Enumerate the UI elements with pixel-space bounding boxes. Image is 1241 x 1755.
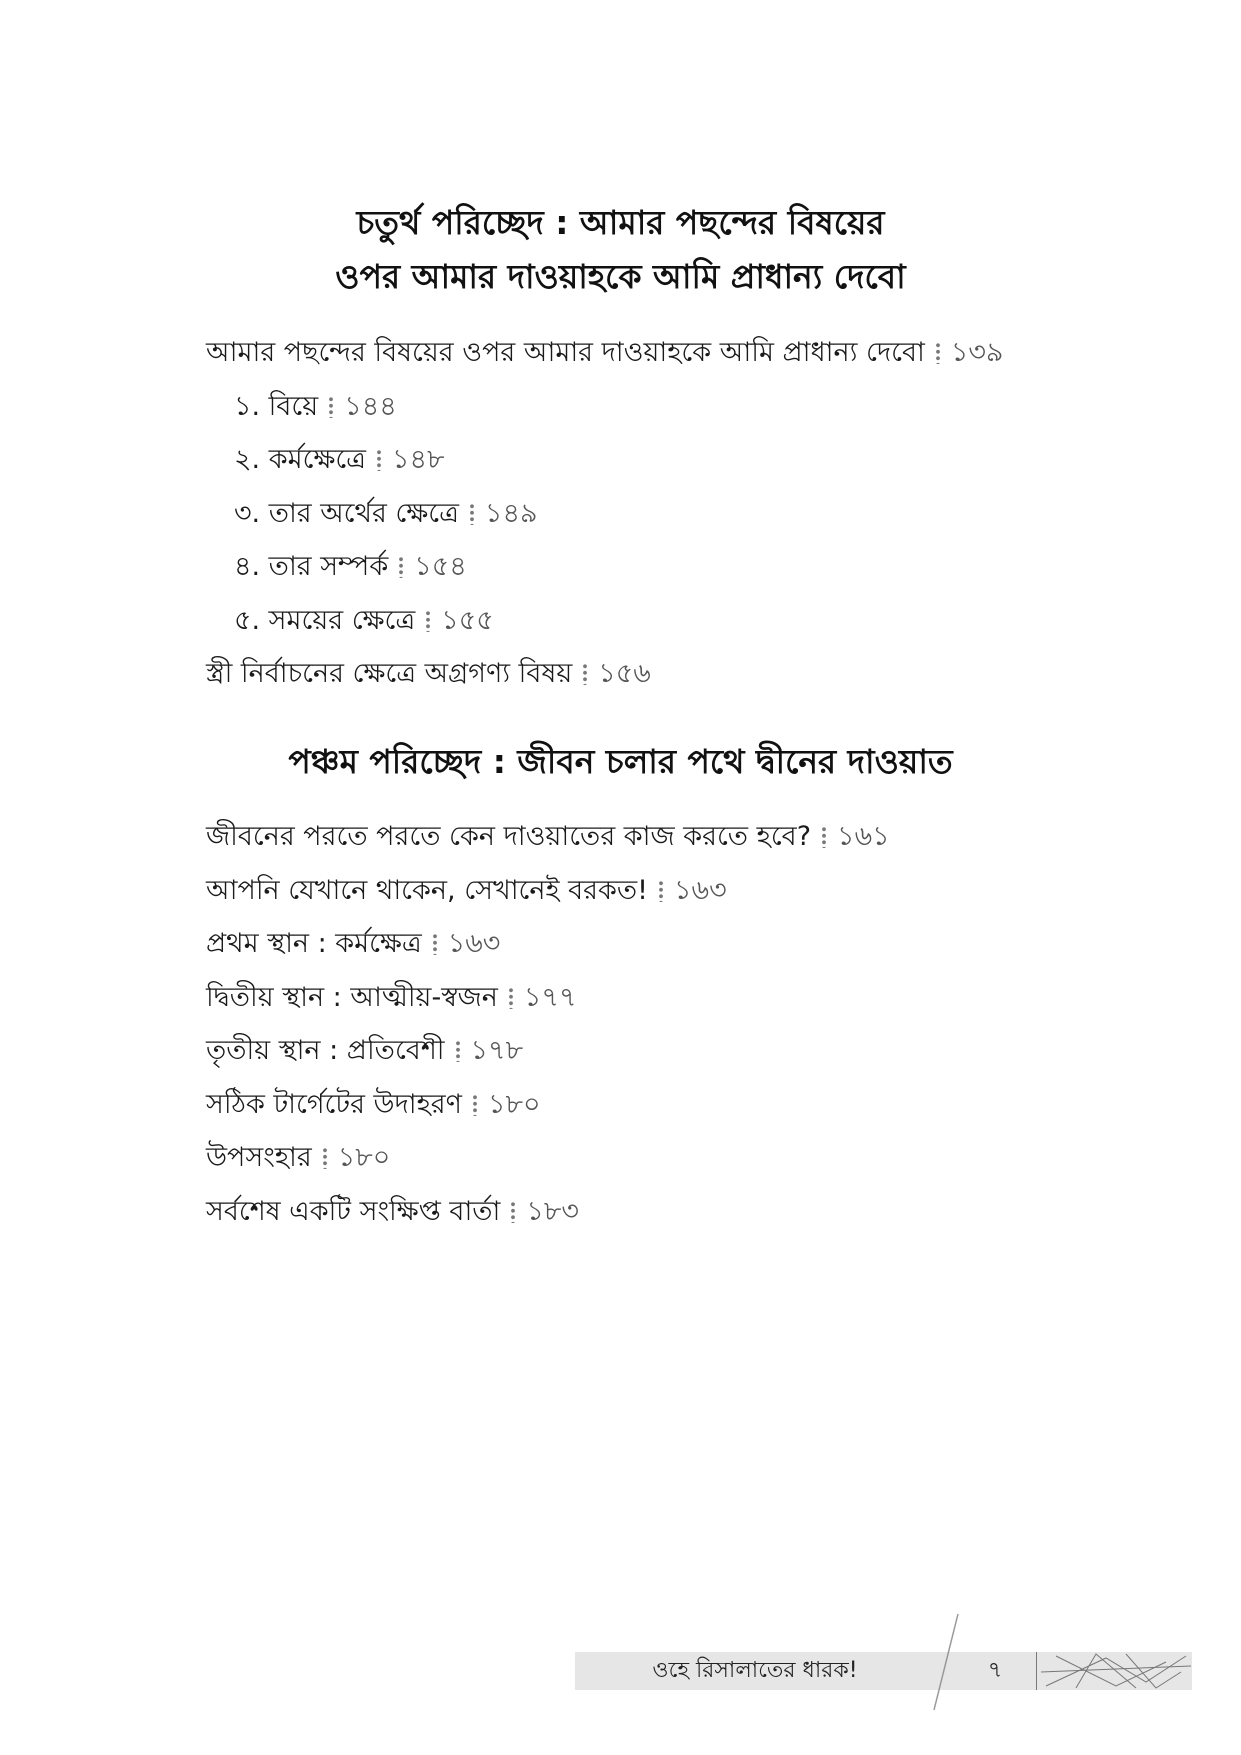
toc-entry-page: ১৪৪ [344, 390, 397, 422]
toc-entry-page: ১৫৬ [598, 658, 651, 689]
dotted-separator-icon [425, 610, 431, 632]
toc-entry [206, 917, 890, 971]
footer-book-title: ওহে রিসালাতের ধারক! [652, 1658, 858, 1683]
toc-entry [206, 971, 890, 1025]
chapter-5-title: পঞ্চম পরিচ্ছেদ : জীবন চলার পথে দ্বীনের দাওয়াত [288, 742, 953, 781]
toc-entry-text: উপসংহার [206, 1142, 312, 1173]
toc-entry-page: ১৬৩ [674, 874, 727, 906]
toc-entry-page: ১৬৩ [447, 928, 501, 959]
toc-entry-text: জীবনের পরতে পরতে কেন দাওয়াতের কাজ করতে হবে? [206, 821, 812, 852]
toc-entry-page: ১৪৯ [484, 497, 538, 529]
dotted-separator-icon [658, 880, 664, 902]
toc-entry-text: সঠিক টার্গেটের উদাহরণ [206, 1088, 462, 1120]
toc-entry-text: ৩. তার অর্থের ক্ষেত্রে [234, 497, 459, 529]
chapter-4-toc-list [206, 326, 1003, 701]
dotted-separator-icon [821, 826, 827, 848]
toc-entry-text: স্ত্রী নির্বাচনের ক্ষেত্রে অগ্রগণ্য বিষয় [206, 658, 573, 689]
chapter-4-title-line-2: ওপর আমার দাওয়াহকে আমি প্রাধান্য দেবো [335, 257, 906, 296]
footer-decorative-pattern [1036, 1652, 1192, 1690]
chapter-5-toc-list [206, 810, 890, 1238]
toc-entry-text: ৪. তার সম্পর্ক [234, 551, 389, 582]
toc-entry [206, 1078, 890, 1132]
toc-entry-page: ১৭৭ [523, 981, 577, 1013]
dotted-separator-icon [469, 503, 475, 525]
dotted-separator-icon [455, 1040, 461, 1062]
toc-entry-text: সর্বশেষ একটি সংক্ষিপ্ত বার্তা [206, 1195, 501, 1227]
toc-entry [206, 1024, 890, 1078]
dotted-separator-icon [510, 1201, 516, 1223]
toc-entry [206, 433, 1003, 487]
toc-entry-text: ৫. সময়ের ক্ষেত্রে [234, 604, 416, 636]
toc-entry-text: আপনি যেখানে থাকেন, সেখানেই বরকত! [206, 874, 648, 906]
dotted-separator-icon [935, 342, 941, 364]
toc-entry-text: ১. বিয়ে [234, 390, 319, 422]
toc-entry [206, 810, 890, 864]
toc-entry-text: প্রথম স্থান : কর্মক্ষেত্র [206, 928, 422, 959]
chapter-4-title [0, 196, 1241, 304]
toc-entry-page: ১৮০ [487, 1088, 541, 1120]
toc-entry-page: ১৬১ [837, 821, 890, 852]
dotted-separator-icon [472, 1094, 478, 1116]
dotted-separator-icon [322, 1147, 328, 1169]
toc-entry [206, 487, 1003, 541]
dotted-separator-icon [376, 449, 382, 471]
toc-entry [206, 594, 1003, 648]
toc-entry [206, 1185, 890, 1239]
dotted-separator-icon [582, 663, 588, 685]
chapter-4-title-line-1: চতুর্থ পরিচ্ছেদ : আমার পছন্দের বিষয়ের [356, 203, 885, 242]
toc-entry [206, 1131, 890, 1185]
toc-entry-text: আমার পছন্দের বিষয়ের ওপর আমার দাওয়াহকে আমি প্রাধান্য দেবো [206, 337, 925, 368]
toc-entry-page: ১৪৮ [392, 444, 445, 475]
toc-entry-page: ১৫৫ [441, 604, 494, 636]
toc-entry [206, 380, 1003, 434]
toc-entry-page: ১৩৯ [950, 337, 1004, 368]
footer-divider-line [930, 1612, 960, 1712]
toc-entry-text: তৃতীয় স্থান : প্রতিবেশী [206, 1035, 445, 1066]
dotted-separator-icon [432, 933, 438, 955]
toc-entry-page: ১৫৪ [414, 551, 467, 582]
toc-entry [206, 540, 1003, 594]
dotted-separator-icon [508, 987, 514, 1009]
toc-entry-text: ২. কর্মক্ষেত্রে [234, 444, 367, 475]
footer-page-number: ৭ [987, 1658, 1003, 1683]
dotted-separator-icon [328, 396, 334, 418]
toc-entry [206, 864, 890, 918]
toc-entry-page: ১৭৮ [470, 1035, 524, 1066]
toc-entry-text: দ্বিতীয় স্থান : আত্মীয়-স্বজন [206, 981, 498, 1013]
toc-entry [206, 326, 1003, 380]
toc-entry-page: ১৮৩ [526, 1195, 579, 1227]
toc-entry-page: ১৮০ [337, 1142, 391, 1173]
toc-entry [206, 647, 1003, 701]
dotted-separator-icon [398, 556, 404, 578]
